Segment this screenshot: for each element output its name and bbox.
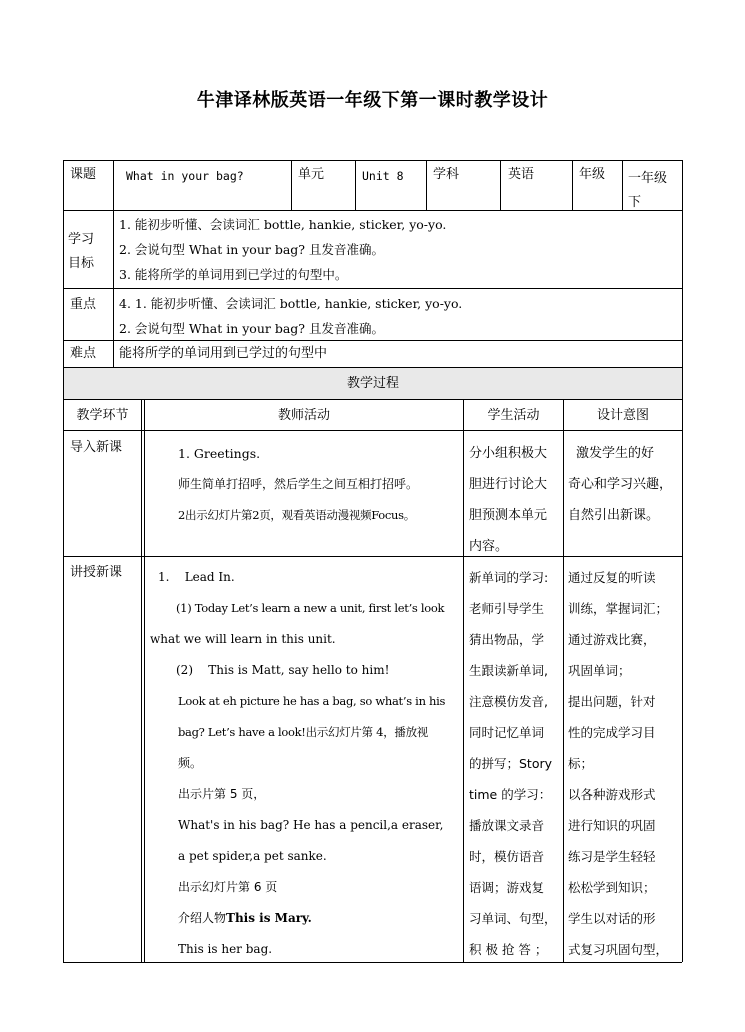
table-row-student — [469, 438, 562, 562]
student-line: 猜出物品，学 — [469, 632, 545, 647]
student-line: 分小组积极大 — [469, 446, 548, 461]
column-header-stage: 教学环节 — [76, 408, 129, 423]
topic-value: What in your bag? — [126, 169, 244, 183]
column-header-teacher: 教师活动 — [277, 408, 330, 423]
teacher-line: 出示幻灯片第 6 页 — [178, 880, 278, 894]
student-line: 的拼写；Story — [469, 756, 553, 771]
intent-line: 进行知识的巩固 — [568, 818, 656, 833]
teacher-line: 1. Greetings. — [178, 446, 261, 461]
student-line: 积 极 抢 答 ； — [469, 942, 548, 957]
table-row-stage: 讲授新课 — [70, 565, 123, 580]
document-title: 牛津译林版英语一年级下第一课时教学设计 — [196, 90, 549, 111]
table-row-teacher — [150, 438, 462, 531]
intent-line: 标； — [568, 756, 594, 771]
intent-line: 巩固单词； — [568, 663, 631, 678]
grade-value: 一年级下 — [628, 171, 668, 210]
teacher-line: 1. Lead In. — [158, 570, 235, 584]
intent-line: 松松学到知识； — [568, 880, 656, 895]
unit-label: 单元 — [298, 167, 325, 182]
teacher-line — [150, 903, 462, 934]
intent-line: 激发学生的好 — [576, 446, 655, 461]
student-line: 新单词的学习: — [469, 570, 549, 585]
student-line: 生跟读新单词, — [469, 663, 548, 678]
intent-line: 以各种游戏形式 — [568, 787, 656, 802]
teacher-line: a pet spider,a pet sanke. — [178, 849, 327, 863]
key-point-item: 2. 会说句型 What in your bag? 且发音准确。 — [119, 321, 384, 336]
key-points-label: 重点 — [70, 297, 97, 312]
teacher-line: 师生简单打招呼，然后学生之间互相打招呼。 — [178, 477, 419, 491]
difficulty-label: 难点 — [70, 346, 97, 361]
table-row-stage: 导入新课 — [70, 440, 123, 455]
table-row-intent — [568, 438, 680, 531]
column-header-intent: 设计意图 — [596, 408, 649, 423]
intent-line: 学生以对话的形 — [568, 911, 656, 926]
intent-line: 式复习巩固句型， — [568, 942, 669, 957]
teacher-line: 频。 — [178, 756, 203, 770]
teacher-line: 出示片第 5 页， — [178, 787, 266, 801]
difficulty-value: 能将所学的单词用到已学过的句型中 — [119, 346, 328, 361]
student-line: 老师引导学生 — [469, 601, 545, 616]
student-line: 内容。 — [469, 539, 509, 554]
intent-line: 性的完成学习目 — [568, 725, 656, 740]
teacher-line: What's in his bag? He has a pencil,a eraser, — [178, 818, 444, 832]
table-row-teacher — [150, 562, 462, 965]
intent-line: 自然引出新课。 — [568, 508, 660, 523]
student-line: 播放课文录音 — [469, 818, 545, 833]
teacher-line: (2) This is Matt, say hello to him! — [176, 663, 390, 677]
key-points-list — [119, 296, 462, 346]
objective-item: 1. 能初步听懂、会读词汇 bottle, hankie, sticker, yo-yo. — [119, 217, 447, 232]
teacher-line: (1) Today Let’s learn a new a unit, first let’s look — [176, 601, 445, 615]
teacher-line: Look at eh picture he has a bag, so what’s in his — [178, 694, 446, 708]
teacher-line: bag? Let’s have a look!出示幻灯片第 4，播放视 — [178, 725, 428, 739]
student-line: 语调；游戏复 — [469, 880, 545, 895]
objectives-label: 学习目标 — [68, 232, 95, 271]
column-header-student: 学生活动 — [487, 408, 540, 423]
table-row-intent — [568, 562, 680, 965]
teacher-line: This is her bag. — [178, 942, 273, 956]
subject-value: 英语 — [508, 167, 535, 182]
key-point-item: 4. 1. 能初步听懂、会读词汇 bottle, hankie, sticker, yo-yo. — [119, 296, 463, 311]
intent-line: 提出问题，针对 — [568, 694, 656, 709]
student-line: 习单词、句型， — [469, 911, 557, 926]
objectives-list — [119, 217, 446, 292]
teacher-line: 2出示幻灯片第2页，观看英语动漫视频Focus。 — [178, 508, 415, 522]
student-line: 注意模仿发音, — [469, 694, 548, 709]
intent-line: 训练，掌握词汇； — [568, 601, 669, 616]
table-row-student — [469, 562, 562, 965]
student-line: 时，模仿语音 — [469, 849, 545, 864]
topic-label: 课题 — [70, 167, 97, 182]
objective-item: 2. 会说句型 What in your bag? 且发音准确。 — [119, 242, 384, 257]
student-line: 胆预测本单元 — [469, 508, 548, 523]
student-line: time 的学习： — [469, 787, 552, 802]
intent-line: 练习是学生轻轻 — [568, 849, 656, 864]
unit-value: Unit 8 — [362, 169, 404, 183]
objective-item: 3. 能将所学的单词用到已学过的句型中。 — [119, 267, 348, 282]
intent-line: 通过游戏比赛， — [568, 632, 656, 647]
student-line: 同时记忆单词 — [469, 725, 545, 740]
grade-label: 年级 — [579, 167, 606, 182]
intent-line: 奇心和学习兴趣， — [568, 477, 673, 492]
teacher-line: what we will learn in this unit. — [150, 632, 336, 646]
teacher-line-bold: This is Mary. — [226, 911, 312, 925]
student-line: 胆进行讨论大 — [469, 477, 548, 492]
subject-label: 学科 — [433, 167, 460, 182]
process-header: 教学过程 — [346, 376, 399, 391]
teacher-line-intro: 介绍人物 — [178, 911, 227, 925]
intent-line: 通过反复的听读 — [568, 570, 656, 585]
